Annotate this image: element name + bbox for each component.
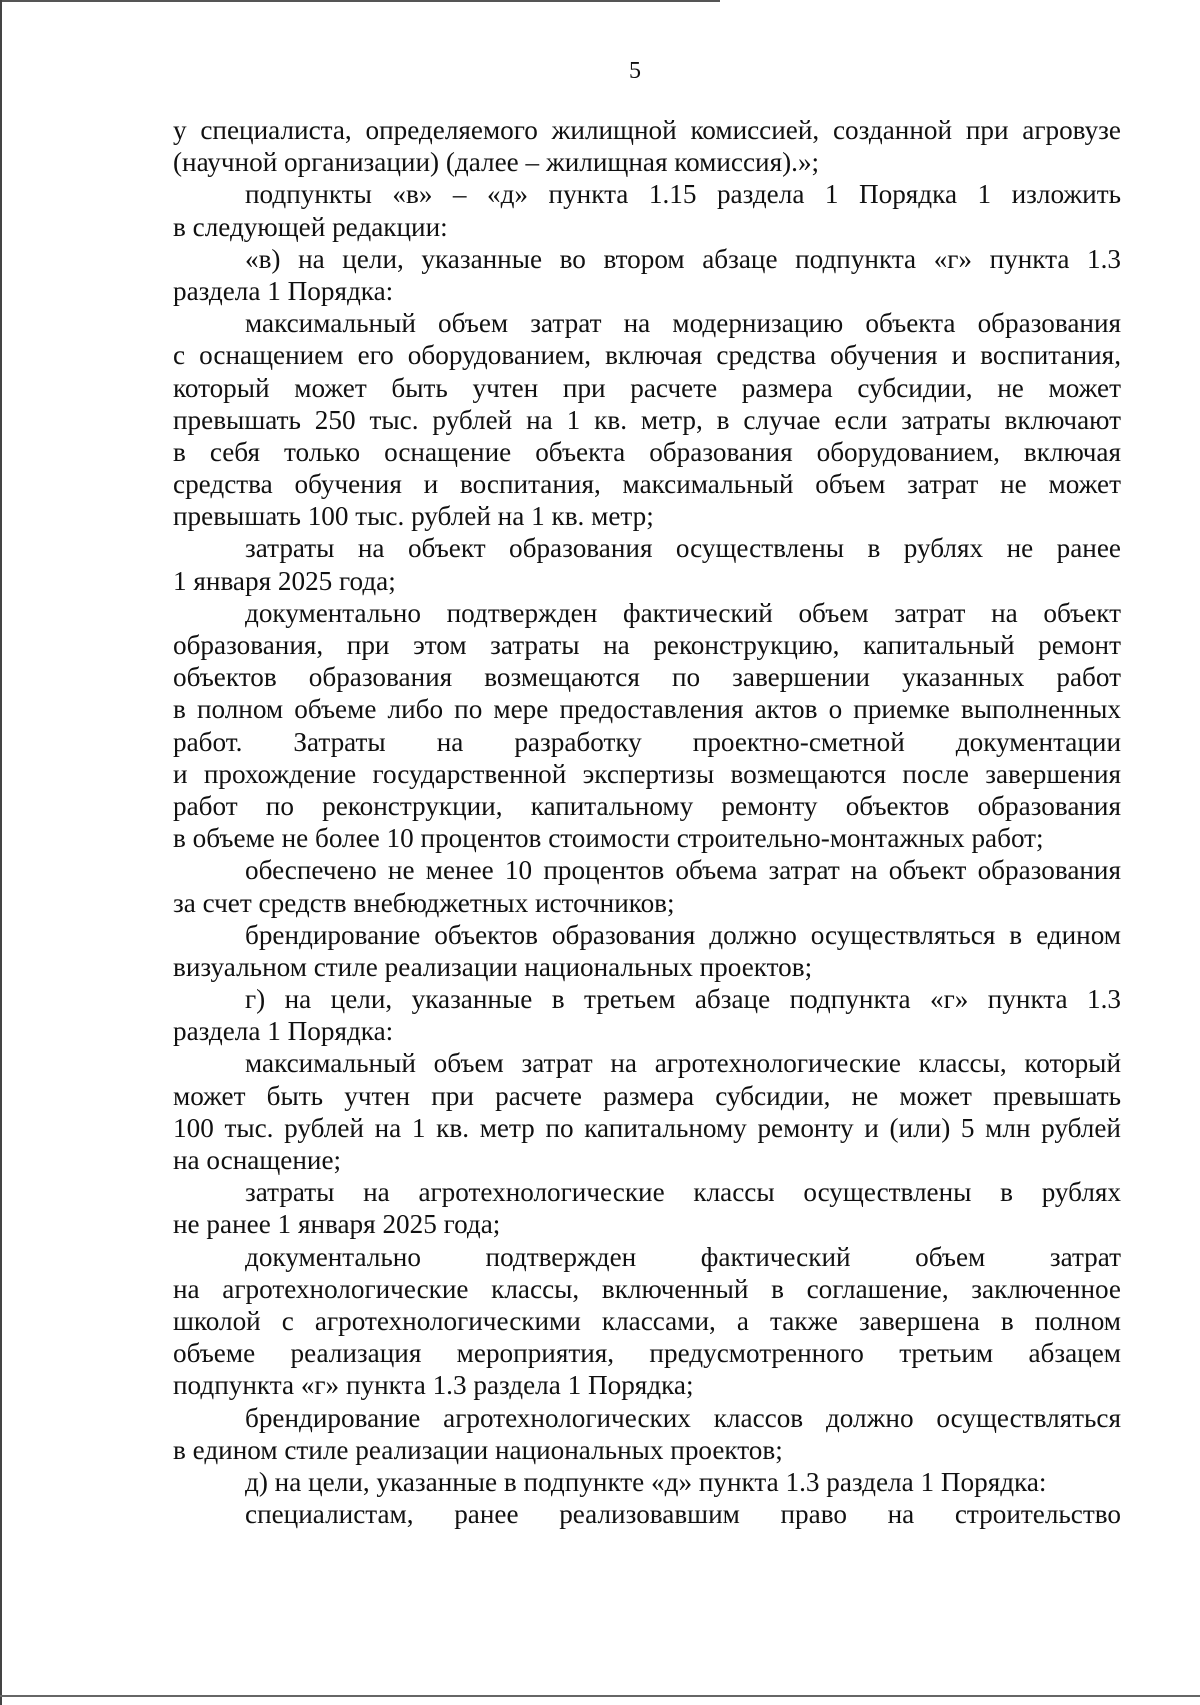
page-number: 5 bbox=[629, 58, 641, 84]
text-line: г) на цели, указанные в третьем абзаце подпункта «г» пункта 1.3 bbox=[245, 984, 1121, 1015]
text-line: на агротехнологические классы, включенный в соглашение, заключенное bbox=[173, 1273, 1121, 1304]
text-line: подпункта «г» пункта 1.3 раздела 1 Порядка; bbox=[173, 1370, 694, 1401]
text-line: максимальный объем затрат на модернизацию объекта образования bbox=[245, 308, 1121, 339]
text-line: подпункты «в» – «д» пункта 1.15 раздела 1 Порядка 1 изложить bbox=[245, 179, 1121, 210]
text-line: 1 января 2025 года; bbox=[173, 565, 396, 596]
text-line: визуальном стиле реализации национальных проектов; bbox=[173, 951, 813, 982]
text-line: (научной организации) (далее – жилищная комиссия).»; bbox=[173, 147, 820, 178]
text-line: превышать 250 тыс. рублей на 1 кв. метр, в случае если затраты включают bbox=[173, 404, 1121, 435]
text-line: документально подтвержден фактический объем затрат bbox=[245, 1241, 1121, 1272]
text-line: в едином стиле реализации национальных проектов; bbox=[173, 1434, 783, 1465]
text-line: брендирование объектов образования должно осуществляться в едином bbox=[245, 919, 1121, 950]
text-line: д) на цели, указанные в подпункте «д» пункта 1.3 раздела 1 Порядка: bbox=[245, 1466, 1047, 1497]
text-line: превышать 100 тыс. рублей на 1 кв. метр; bbox=[173, 501, 654, 532]
text-line: объектов образования возмещаются по завершении указанных работ bbox=[173, 662, 1121, 693]
text-line: образования, при этом затраты на реконструкцию, капитальный ремонт bbox=[173, 630, 1121, 660]
text-line: в полном объеме либо по мере предоставления актов о приемке выполненных bbox=[173, 694, 1121, 725]
text-line: затраты на объект образования осуществлены в рублях не ранее bbox=[245, 533, 1121, 564]
text-line: обеспечено не менее 10 процентов объема затрат на объект образования bbox=[245, 855, 1121, 886]
text-line: средства обучения и воспитания, максимальный объем затрат не может bbox=[173, 469, 1121, 500]
text-line: 100 тыс. рублей на 1 кв. метр по капитальному ремонту и (или) 5 млн рублей bbox=[173, 1112, 1121, 1143]
text-line: раздела 1 Порядка: bbox=[173, 275, 394, 306]
text-line: брендирование агротехнологических классов должно осуществляться bbox=[245, 1402, 1121, 1433]
text-line: и прохождение государственной экспертизы возмещаются после завершения bbox=[173, 758, 1121, 789]
text-line: который может быть учтен при расчете размера субсидии, не может bbox=[173, 372, 1121, 403]
text-line: объеме реализация мероприятия, предусмотренного третьим абзацем bbox=[173, 1338, 1121, 1369]
text-line: не ранее 1 января 2025 года; bbox=[173, 1209, 501, 1240]
text-line: в объеме не более 10 процентов стоимости строительно-монтажных работ; bbox=[173, 823, 1044, 854]
text-line: в себя только оснащение объекта образования оборудованием, включая bbox=[173, 436, 1121, 467]
scan-edge-bottom bbox=[0, 1695, 1200, 1697]
scan-edge-left bbox=[0, 0, 2, 1705]
text-line: максимальный объем затрат на агротехнологические классы, который bbox=[245, 1048, 1121, 1079]
text-line: работ. Затраты на разработку проектно-сметной документации bbox=[173, 726, 1121, 757]
text-line: может быть учтен при расчете размера субсидии, не может превышать bbox=[173, 1080, 1121, 1111]
text-line: у специалиста, определяемого жилищной комиссией, созданной при агровузе bbox=[173, 115, 1121, 145]
text-line: раздела 1 Порядка: bbox=[173, 1016, 394, 1047]
text-line: в следующей редакции: bbox=[173, 211, 448, 242]
text-line: с оснащением его оборудованием, включая средства обучения и воспитания, bbox=[173, 340, 1121, 371]
document-body bbox=[173, 114, 1121, 1530]
text-line: работ по реконструкции, капитальному ремонту объектов образования bbox=[173, 790, 1121, 821]
text-line: специалистам, ранее реализовавшим право на строительство bbox=[245, 1499, 1121, 1530]
text-line: документально подтвержден фактический объем затрат на объект bbox=[245, 597, 1121, 628]
text-line: школой с агротехнологическими классами, а также завершена в полном bbox=[173, 1305, 1121, 1336]
text-line: за счет средств внебюджетных источников; bbox=[173, 887, 675, 918]
text-line: затраты на агротехнологические классы осуществлены в рублях bbox=[245, 1177, 1121, 1208]
text-line: на оснащение; bbox=[173, 1145, 342, 1175]
text-line: «в) на цели, указанные во втором абзаце подпункта «г» пункта 1.3 bbox=[245, 243, 1121, 274]
scan-edge-top bbox=[0, 0, 720, 2]
